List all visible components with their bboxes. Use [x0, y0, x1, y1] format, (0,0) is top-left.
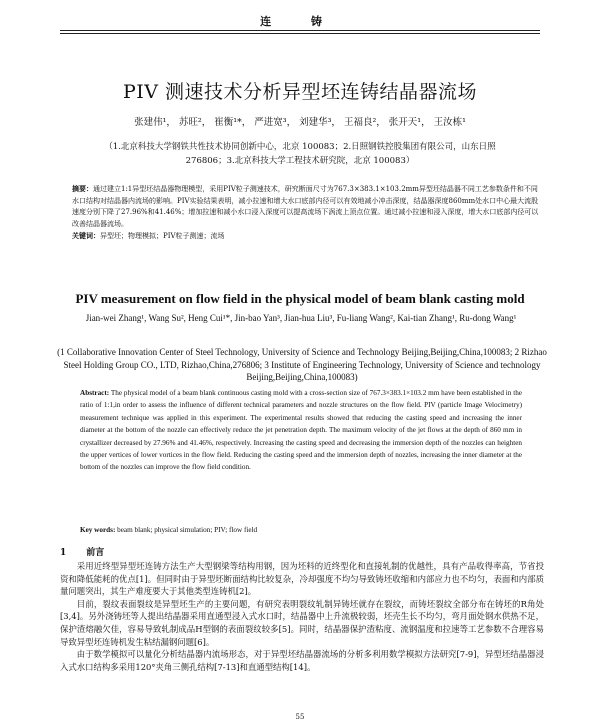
body-paragraph: 由于数学模拟可以量化分析结晶器内流场形态，对于异型坯结晶器流场的分析多利用数学模拟方法研究[7-9]，异型坯结晶器浸入式水口结构多采用120°夹角三侧孔结构[7-13]和直通型结构[14]。	[60, 649, 544, 672]
page-title-cn: PIV 测速技术分析异型坯连铸结晶器流场	[122, 81, 478, 103]
section-number: 1	[60, 548, 67, 558]
keywords-cn-label: 关键词：	[72, 231, 100, 240]
section-title: 前言	[86, 548, 105, 558]
keywords-en-text: beam blank; physical simulation; PIV; flow field	[117, 526, 258, 534]
abstract-cn	[72, 183, 542, 243]
page-number: 55	[295, 713, 305, 721]
keywords-cn-text: 异型坯；物理模拟；PIV粒子测速；流场	[100, 232, 225, 240]
abstract-en-label: Abstract:	[80, 389, 110, 397]
body-text	[60, 560, 544, 673]
section-heading	[60, 545, 104, 558]
authors-cn: 张建伟¹， 苏旺²， 崔衡¹*， 严进宽³， 刘建华³， 王福良²， 张开天¹， 王汝栋¹	[134, 117, 466, 128]
body-paragraph: 目前，裂纹表面裂纹是异型坯生产的主要问题，有研究表明裂纹轧制异铸坯就存在裂纹，而铸坯裂纹全部分布在铸坯的R角处[3,4]。另外浇铸坯等人提出结晶器采用直通型浸入式水口时，结晶器中上升流极较弱，坯壳生长不均匀，弯月面处钢水供热不足，保护渣熔融欠佳，容易导致轧制成品H型钢的表面裂纹较多[5]。同时，结晶器保护渣粘度、流钢温度和拉速等工艺参数不合理容易导致异型坯连铸机发生粘结漏钢问题[6]。	[60, 598, 544, 647]
page-title-en: PIV measurement on flow field in the physical model of beam blank casting mold	[75, 291, 525, 306]
abstract-en-text: The physical model of a beam blank continuous casting mold with a cross-section size of 767.3×383.1×103.2 mm have been established in the ratio of 1:1,in order to assess the influence of different technical parameters and nozzle structures on the flow field. PIV (particle Image Velocimetry) measurement technique was applied in this experiment. The experimental results showed that reducing the casting speed and increasing the inner diameter at the bottom of the nozzle can effectively reduce the jet penetration depth. The maximum velocity of the jet flows at the depth of 860 mm in crystallizer decreased by 27.96% and 41.46%, respectively. Increasing the casting speed and decreasing the immersion depth of the nozzles can heighten the upper vertices of lower vortices in the flow field. Reducing the casting speed and the immersion depth of nozzles, increasing the inner diameter at the bottom of the nozzles can improve the flow field condition.	[80, 389, 522, 472]
header-rule-top	[60, 30, 540, 31]
authors-en: Jian-wei Zhang¹, Wang Su², Heng Cui¹*, Jin-bao Yan³, Jian-hua Liu³, Fu-liang Wang², Kai-tian Zhang¹, Ru-dong Wang¹	[85, 313, 517, 323]
journal-header: 连 铸	[260, 15, 340, 28]
keywords-en	[80, 526, 522, 534]
body-paragraph: 采用近终型异型坯连铸方法生产大型钢梁等结构用钢，因为坯料的近终型化和直接轧制的优越性，具有产品收得率高，节省投资和降低能耗的优点[1]。但同时由于异型坯断面结构比较复杂，冷却强度不均匀导致铸坯收缩和内部应力也不均匀，表面和内部质量问题突出，其生产难度要大于其他类型连铸机[2]。	[60, 561, 544, 597]
abstract-cn-label: 摘要：	[72, 184, 93, 193]
affiliations-en: (1 Collaborative Innovation Center of Steel Technology, University of Science and Technology Beijing,Beijing,China,100083; 2 Rizhao Steel Holding Group CO., LTD, Rizhao,China,276806; 3 Institute of Engineering Technology, University of Science and technology Beijing,Beijing,China,100083)	[57, 347, 547, 382]
affiliation-cn-line: （1.北京科技大学钢铁共性技术协同创新中心，北京 100083；2.日照钢铁控股集团有限公司，山东日照	[104, 142, 496, 152]
header-rule-bottom	[60, 33, 540, 34]
affiliation-cn-line: 276806；3.北京科技大学工程技术研究院，北京 100083）	[185, 156, 415, 166]
affiliations-cn	[60, 140, 540, 168]
abstract-en	[80, 387, 522, 474]
abstract-cn-text: 通过建立1:1异型坯结晶器物理模型，采用PIV粒子测速技术，研究断面尺寸为767.3×383.1×103.2mm异型坯结晶器不同工艺参数条件和不同水口结构对结晶器内流场的影响。PIV实验结果表明，减小拉速和增大水口底部内径可以有效地减小冲击深度，结晶器深度860mm处水口中心最大流股速度分别下降了27.96%和41.46%；增加拉速和减小水口浸入深度可以提高流场下涡流上顶点位置。通过减小拉速和浸入深度，增大水口底部内径可以改善结晶器流场。	[72, 185, 539, 228]
keywords-en-label: Key words:	[80, 526, 116, 534]
